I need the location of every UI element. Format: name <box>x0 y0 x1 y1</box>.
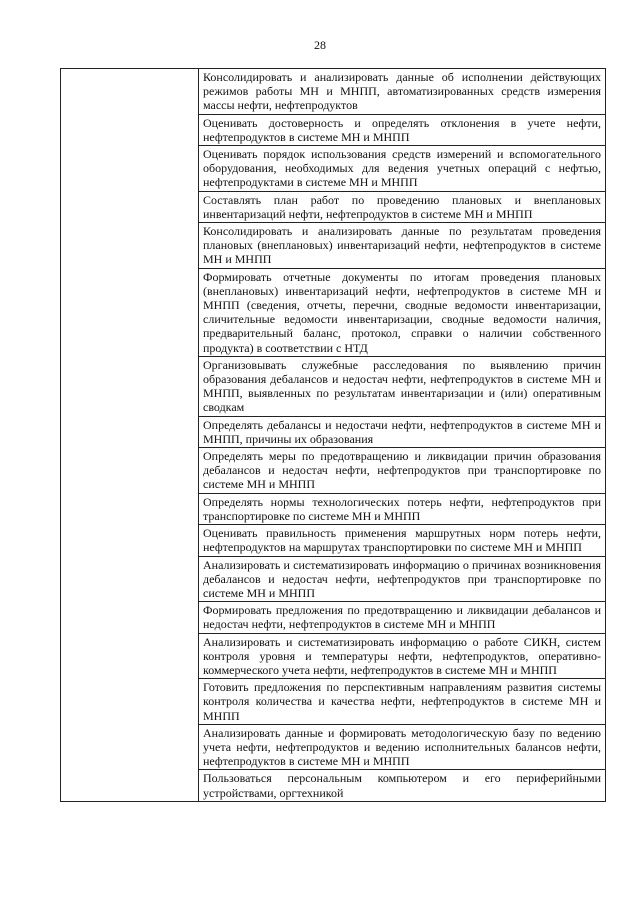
table-cell <box>199 633 606 679</box>
skill-text: Анализировать и систематизировать информацию о работе СИКН, систем контроля уровня и температуры нефти, нефтепродуктов, оперативно-коммерческого учета нефти, нефтепродуктов в системе МН и МНПП <box>203 634 601 677</box>
table-cell <box>199 69 606 115</box>
skill-text: Составлять план работ по проведению плановых и внеплановых инвентаризаций нефти, нефтепродуктов в системе МН и МНПП <box>203 192 601 221</box>
skills-table <box>60 68 606 802</box>
skill-text: Оценивать правильность применения маршрутных норм потерь нефти, нефтепродуктов на маршрутах транспортировки по системе МН и МНПП <box>203 526 601 555</box>
table-cell <box>199 114 606 145</box>
table-cell <box>199 416 606 447</box>
skill-text: Формировать отчетные документы по итогам проведения плановых (внеплановых) инвентаризаций нефти, нефтепродуктов в системе МН и МНПП (сведения, отчеты, перечни, сводные ведомости инвентаризации, сличительные ведомости инвентаризации, сводные ведомости наличия, предварительный баланс, протокол, справки о наличии собственного продукта) в соответствии с НТД <box>203 269 601 355</box>
skill-text: Консолидировать и анализировать данные по результатам проведения плановых (внеплановых) инвентаризаций нефти, нефтепродуктов в системе МН и МНПП <box>203 224 601 267</box>
table-cell <box>199 448 606 494</box>
skill-text: Определять дебалансы и недостачи нефти, нефтепродуктов в системе МН и МНПП, причины их образования <box>203 417 601 446</box>
skill-text: Организовывать служебные расследования по выявлению причин образования дебалансов и недостач нефти, нефтепродуктов в системе МН и МНПП, выявленных по результатам инвентаризации и (или) оперативным сводкам <box>203 357 601 415</box>
skill-text: Анализировать и систематизировать информацию о причинах возникновения дебалансов и недостач нефти, нефтепродуктов при транспортировке по системе МН и МНПП <box>203 557 601 600</box>
table-cell <box>199 356 606 416</box>
skill-text: Пользоваться персональным компьютером и его периферийными устройствами, оргтехникой <box>203 771 601 800</box>
table-cell <box>199 556 606 602</box>
table-cell <box>199 679 606 725</box>
skill-text: Определять нормы технологических потерь нефти, нефтепродуктов при транспортировке по системе МН и МНПП <box>203 494 601 523</box>
table-cell <box>199 525 606 556</box>
table-cell <box>199 602 606 633</box>
skill-text: Оценивать порядок использования средств измерений и вспомогательного оборудования, необходимых для ведения учетных операций с нефтью, нефтепродуктами в системе МН и МНПП <box>203 147 601 190</box>
skill-text: Консолидировать и анализировать данные об исполнении действующих режимов работы МН и МНПП, автоматизированных средств измерения массы нефти, нефтепродуктов <box>203 70 601 113</box>
table-cell <box>199 191 606 222</box>
table-cell <box>199 724 606 770</box>
skill-text: Анализировать данные и формировать методологическую базу по ведению учета нефти, нефтепродуктов и ведению исполнительных балансов нефти, нефтепродуктов в системе МН и МНПП <box>203 725 601 769</box>
table-cell <box>199 493 606 524</box>
left-empty-column <box>61 69 199 802</box>
skill-text: Формировать предложения по предотвращению и ликвидации дебалансов и недостач нефти, нефтепродуктов в системе МН и МНПП <box>203 603 601 632</box>
page-number: 28 <box>314 38 326 52</box>
table-cell <box>199 770 606 801</box>
skill-text: Оценивать достоверность и определять отклонения в учете нефти, нефтепродуктов в системе МН и МНПП <box>203 115 601 144</box>
table-row <box>61 69 606 115</box>
skill-text: Готовить предложения по перспективным направлениям развития системы контроля количества и качества нефти, нефтепродуктов в системе МН и МНПП <box>203 680 601 723</box>
table-cell <box>199 268 606 356</box>
table-cell <box>199 146 606 192</box>
skill-text: Определять меры по предотвращению и ликвидации причин образования дебалансов и недостач нефти, нефтепродуктов при транспортировке по системе МН и МНПП <box>203 449 601 492</box>
table-cell <box>199 223 606 269</box>
